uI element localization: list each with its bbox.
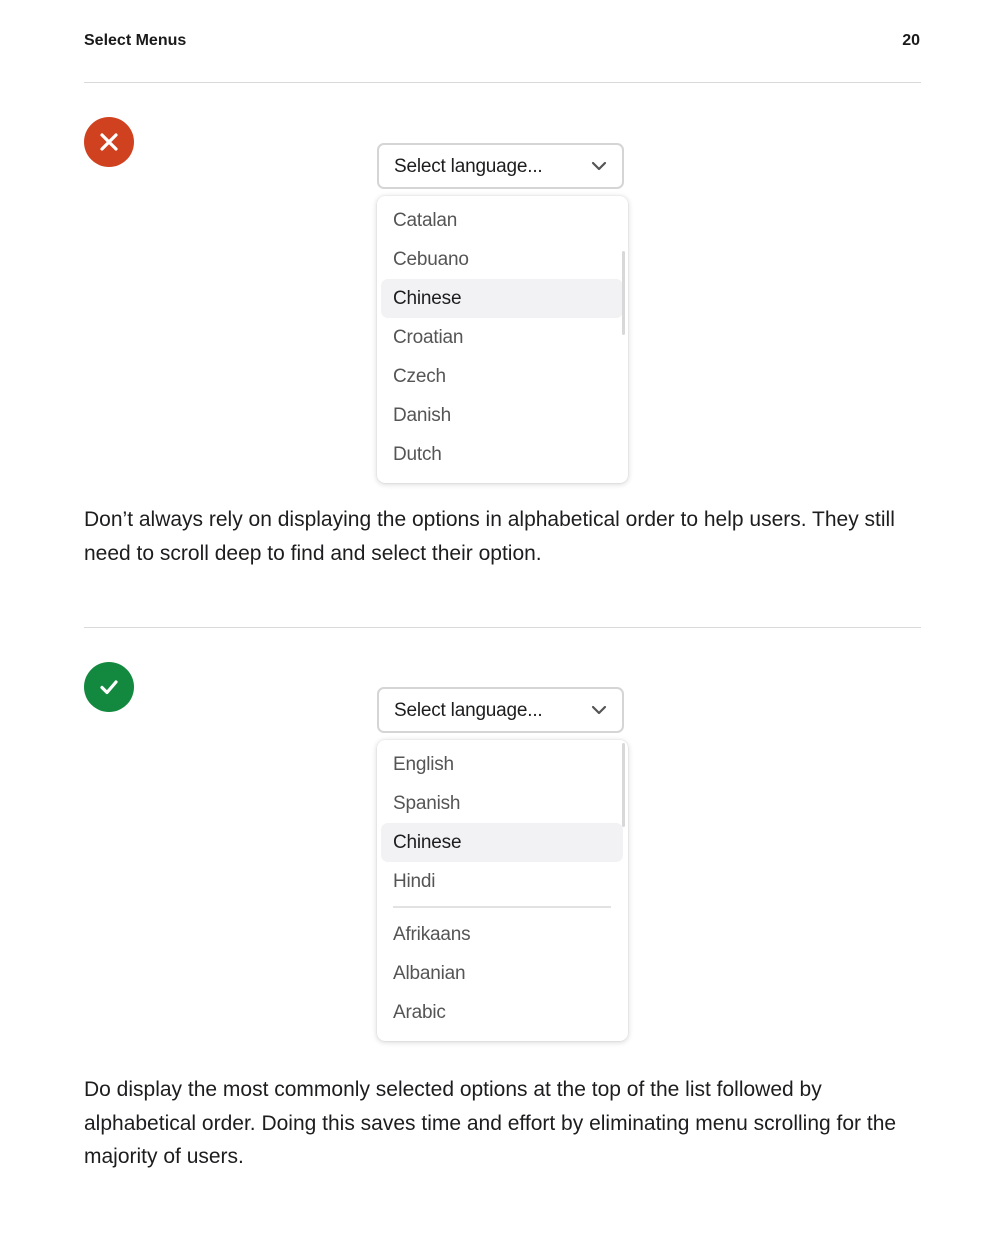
- caption-text: Do display the most commonly selected options at the top of the list followed by alphabetical order. Doing this saves time and effort by eliminating menu scrolling for the majority of users.: [84, 1078, 897, 1168]
- option-item[interactable]: Dutch: [393, 444, 442, 465]
- option-item[interactable]: Croatian: [393, 327, 464, 348]
- option-item[interactable]: Cebuano: [393, 249, 469, 270]
- option-item[interactable]: Spanish: [393, 793, 461, 814]
- language-select[interactable]: [377, 143, 624, 189]
- chevron-down-icon: [590, 704, 608, 716]
- correct-status-icon: [84, 662, 134, 712]
- option-item[interactable]: Czech: [393, 366, 446, 387]
- options-dropdown: [377, 196, 628, 483]
- select-placeholder: Select language...: [394, 156, 543, 177]
- checkmark-icon: [96, 674, 122, 700]
- option-item[interactable]: Afrikaans: [393, 924, 471, 945]
- option-item[interactable]: Albanian: [393, 963, 466, 984]
- chevron-down-icon: [590, 160, 608, 172]
- language-select[interactable]: [377, 687, 624, 733]
- divider: [84, 627, 921, 628]
- options-dropdown: [377, 740, 628, 1041]
- option-item[interactable]: Danish: [393, 405, 451, 426]
- option-item[interactable]: Chinese: [381, 823, 623, 862]
- option-item[interactable]: Catalan: [393, 210, 458, 231]
- option-item[interactable]: Hindi: [393, 871, 436, 892]
- select-placeholder: Select language...: [394, 700, 543, 721]
- close-icon: [96, 129, 122, 155]
- scrollbar[interactable]: [622, 743, 625, 827]
- divider: [84, 82, 921, 83]
- option-group-divider: [393, 906, 611, 908]
- page-number: 20: [902, 32, 920, 49]
- option-item[interactable]: Arabic: [393, 1002, 446, 1023]
- option-item[interactable]: Chinese: [381, 279, 623, 318]
- scrollbar[interactable]: [622, 251, 625, 335]
- option-item[interactable]: English: [393, 754, 454, 775]
- section-title: Select Menus: [84, 32, 187, 49]
- incorrect-status-icon: [84, 117, 134, 167]
- caption-text: Don’t always rely on displaying the options in alphabetical order to help users. They still need to scroll deep to find and select their option.: [84, 508, 895, 565]
